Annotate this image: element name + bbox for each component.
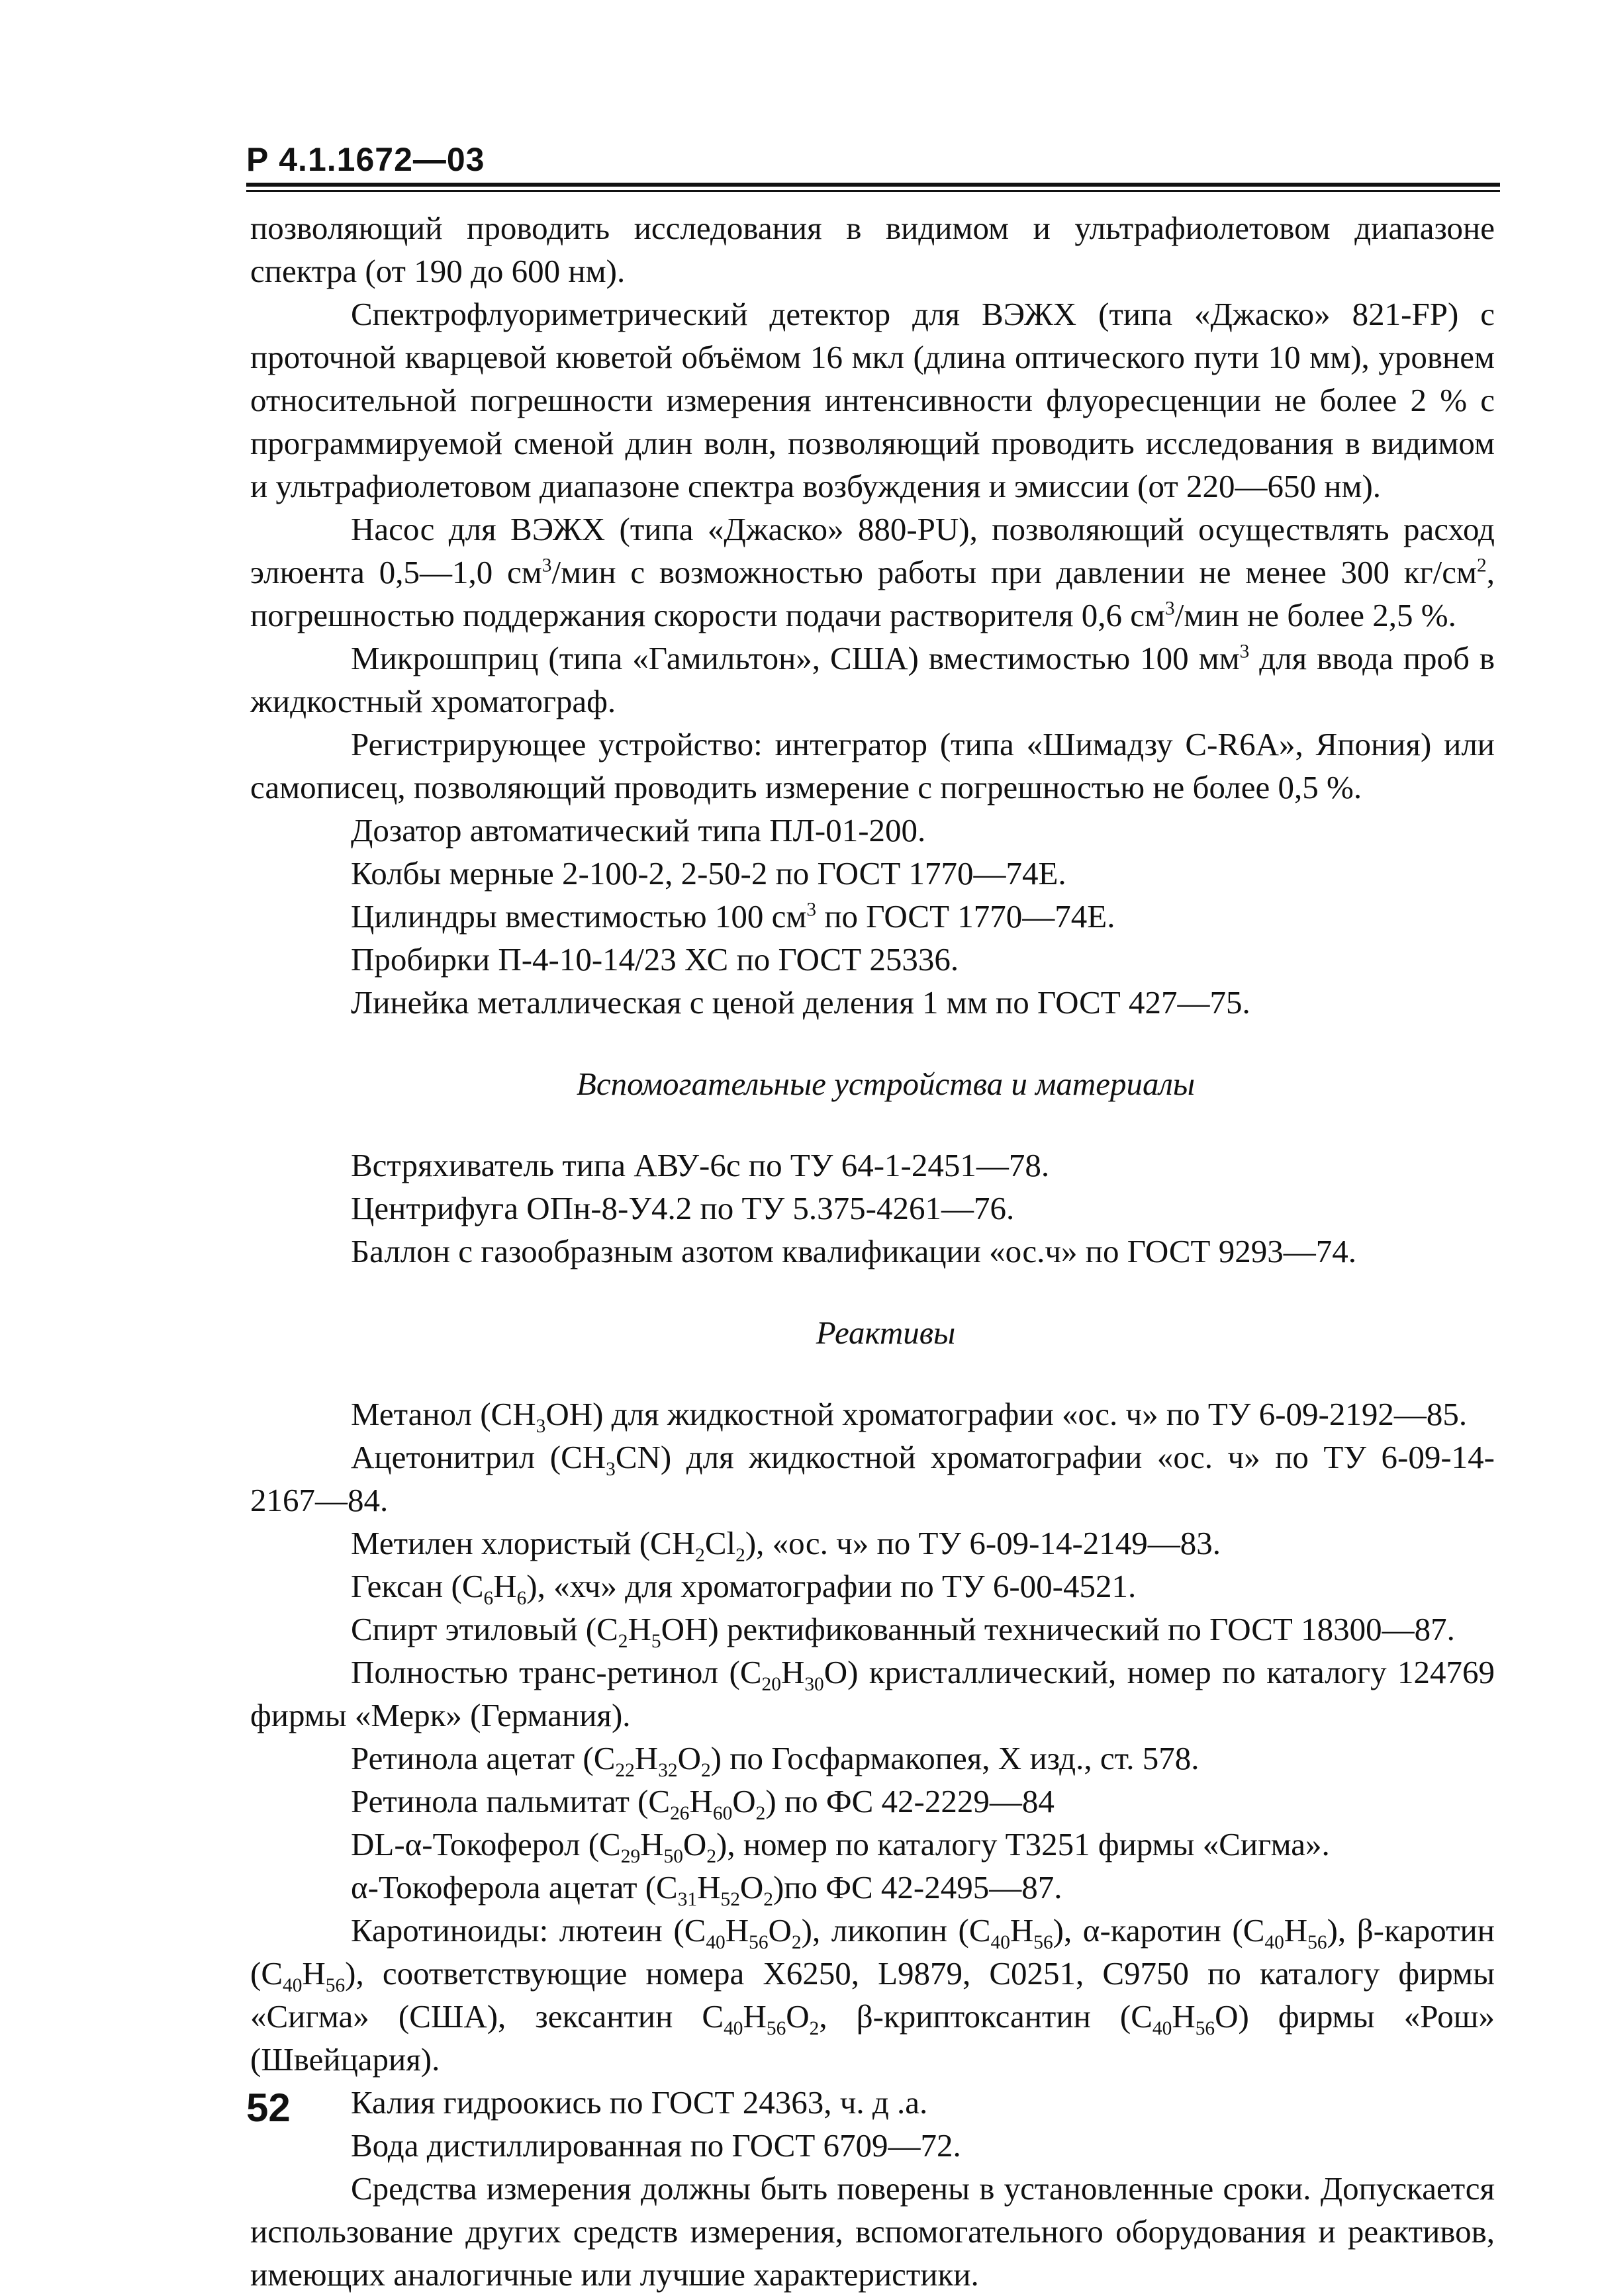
reagent-retinol-acetate: Ретинола ацетат $(C_{22}H_{32}O_2)$ по Госфармакопея, X изд., ст. 578. [351, 1740, 1199, 1781]
paragraph-ruler: Линейка металлическая с ценой деления 1 мм по ГОСТ 427—75. [351, 984, 1250, 1021]
paragraph-verification-note: Средства измерения должны быть поверены в установленные сроки. Допускается использование других средств измерения, вспомогательного оборудования и реактивов, имеющих аналогичные или лучшие характеристики. [250, 2170, 1495, 2293]
paragraph-recorder: Регистрирующее устройство: интегратор (типа «Шимадзу C-R6A», Япония) или самописец, позволяющий проводить измерение с погрешностью не более 0,5 %. [250, 726, 1495, 805]
paragraph-microsyringe: Микрошприц (типа «Гамильтон», США) вместимостью 100 $мм^3$ для ввода проб в жидкостный хроматограф. [250, 640, 1495, 719]
document-body [250, 207, 1495, 2296]
reagent-hexane: Гексан $(C_6H_6)$, «хч» для хроматографии по ТУ 6-00-4521. [351, 1568, 1137, 1609]
reagent-retinol: Полностью транс-ретинол $(C_{20}H_{30}O)$ кристаллический, номер по каталогу 124769 фирмы «Мерк» (Германия). [250, 1654, 1495, 1733]
header-rule-thick [246, 183, 1500, 187]
paragraph-test-tubes: Пробирки П-4-10-14/23 ХС по ГОСТ 25336. [351, 941, 959, 978]
paragraph-dispenser: Дозатор автоматический типа ПЛ-01-200. [351, 812, 926, 849]
reagent-acetonitrile: Ацетонитрил $(CH_3CN)$ для жидкостной хроматографии «ос. ч» по ТУ 6-09-14-2167—84. [250, 1439, 1495, 1518]
header-rule-thin [246, 190, 1500, 192]
reagent-carotenoids: Каротиноиды: лютеин $(C_{40}H_{56}O_2)$, ликопин $(C_{40}H_{56})$, α-каротин $(C_{40}H_{56})$, β-каротин $(C_{40}H_{56})$, соответствующие номера X6250, L9879, C0251, C9750 по каталогу фирмы «Сигма» (США), зексантин $C_{40}H_{56}O_2$, β-криптоксантин $(C_{40}H_{56}O)$ фирмы «Рош» (Швейцария). [250, 1912, 1495, 2078]
reagent-potassium-hydroxide: Калия гидроокись по ГОСТ 24363, ч. д .а. [351, 2084, 928, 2121]
heading-reagents: Реактивы [816, 1314, 956, 1351]
reagent-methanol: Метанол $(CH_3OH)$ для жидкостной хроматографии «ос. ч» по ТУ 6-09-2192—85. [351, 1396, 1468, 1437]
paragraph-flasks: Колбы мерные 2-100-2, 2-50-2 по ГОСТ 1770—74Е. [351, 855, 1066, 892]
paragraph-cylinders: Цилиндры вместимостью 100 $см^3$ по ГОСТ 1770—74Е. [351, 898, 1115, 935]
document-code: Р 4.1.1672—03 [246, 141, 485, 178]
reagent-tocopherol: DL-α-Токоферол $(C_{29}H_{50}O_2)$, номер по каталогу T3251 фирмы «Сигма». [351, 1826, 1330, 1867]
page-number: 52 [246, 2086, 291, 2130]
heading-auxiliary-devices: Вспомогательные устройства и материалы [576, 1066, 1196, 1102]
paragraph-pump: Насос для ВЭЖХ (типа «Джаско» 880-PU), позволяющий осуществлять расход элюента 0,5—1,0 $см^3$/мин с возможностью работы при давлении не менее 300 $кг/см^2$, погрешностью поддержания скорости подачи растворителя 0,6 $см^3$/мин не более 2,5 %. [250, 511, 1495, 633]
paragraph-shaker: Встряхиватель типа АВУ-6с по ТУ 64-1-2451—78. [351, 1147, 1050, 1183]
reagent-tocopherol-acetate: α-Токоферола ацетат $(C_{31}H_{52}O_2)по$ ФС 42-2495—87. [351, 1869, 1062, 1910]
reagent-methylene-chloride: Метилен хлористый $(CH_2Cl_2)$, «ос. ч» по ТУ 6-09-14-2149—83. [351, 1525, 1221, 1566]
reagent-distilled-water: Вода дистиллированная по ГОСТ 6709—72. [351, 2127, 961, 2164]
paragraph-fluorescence-detector: Спектрофлуориметрический детектор для ВЭЖХ (типа «Джаско» 821-FP) с проточной кварцевой кюветой объёмом 16 мкл (длина оптического пути 10 мм), уровнем относительной погрешности измерения интенсивности флуоресценции не более 2 % с программируемой сменой длин волн, позволяющий проводить исследования в видимом и ультрафиолетовом диапазоне спектра возбуждения и эмиссии (от 220—650 нм). [250, 296, 1495, 504]
reagent-ethanol: Спирт этиловый $(C_2H_5OH)$ ректификованный технический по ГОСТ 18300—87. [351, 1611, 1455, 1652]
paragraph-spectrum-range: позволяющий проводить исследования в видимом и ультрафиолетовом диапазоне спектра (от 190 до 600 нм). [250, 210, 1495, 289]
paragraph-nitrogen-cylinder: Баллон с газообразным азотом квалификации «ос.ч» по ГОСТ 9293—74. [351, 1233, 1356, 1269]
paragraph-centrifuge: Центрифуга ОПн-8-У4.2 по ТУ 5.375-4261—76. [351, 1190, 1015, 1226]
reagent-retinol-palmitate: Ретинола пальмитат $(C_{26}H_{60}O_2)$ по ФС 42-2229—84 [351, 1783, 1055, 1824]
